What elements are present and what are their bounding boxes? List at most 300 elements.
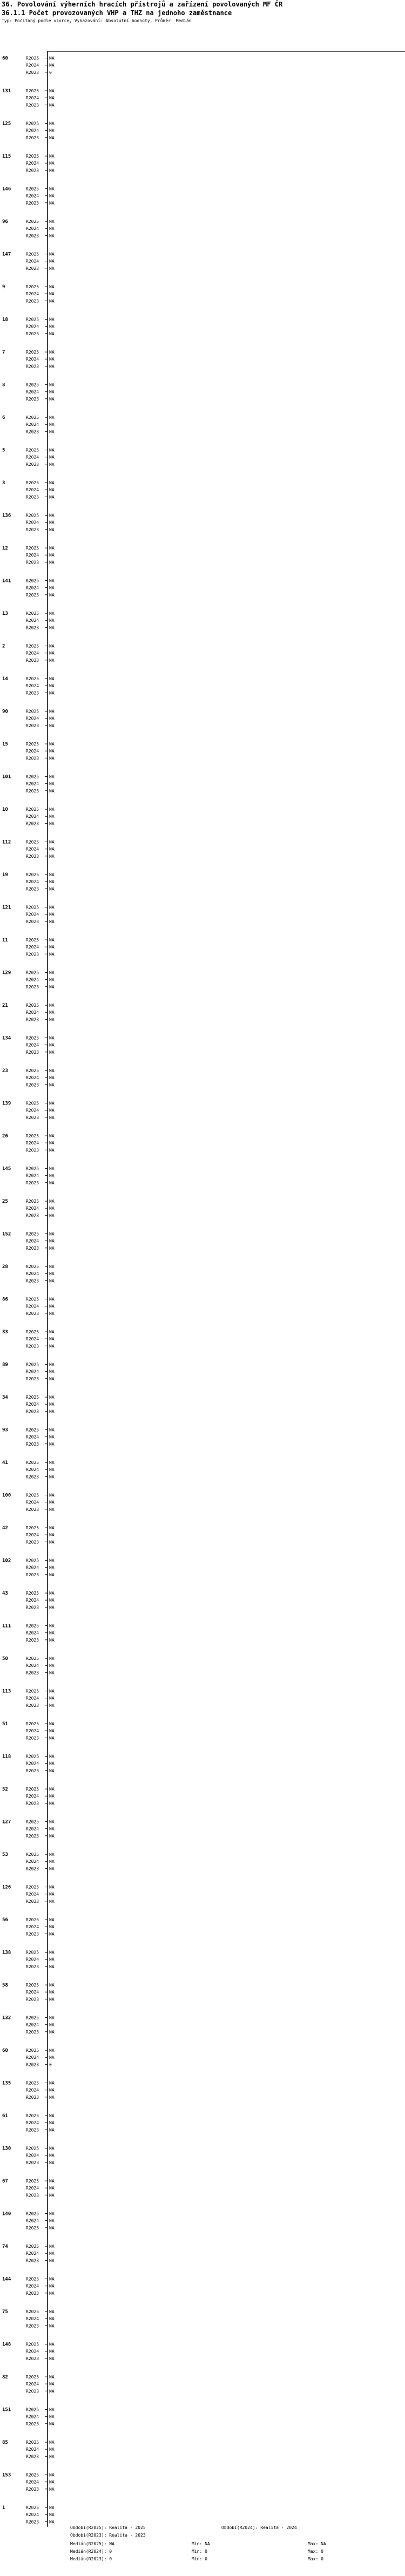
year-tick-label: R2025 <box>26 1819 39 1825</box>
year-tick-label: R2025 <box>26 1134 39 1139</box>
category-label: 19 <box>2 872 8 878</box>
data-label: NA <box>49 128 55 133</box>
year-tick-label: R2024 <box>26 2022 39 2028</box>
year-tick-label: R2023 <box>26 2062 39 2067</box>
year-tick-label: R2023 <box>26 2127 39 2133</box>
data-label: NA <box>49 1166 55 1171</box>
year-tick-label: R2024 <box>26 63 39 68</box>
year-tick-label: R2023 <box>26 2356 39 2361</box>
data-label: NA <box>49 2309 55 2315</box>
year-tick-label: R2025 <box>26 1721 39 1727</box>
category-group <box>2 2016 55 2035</box>
data-label: NA <box>49 1213 55 1218</box>
year-tick-label: R2024 <box>26 1010 39 1015</box>
data-label: NA <box>49 1623 55 1629</box>
year-tick-label: R2023 <box>26 2486 39 2492</box>
data-label: NA <box>49 2276 55 2282</box>
data-label: NA <box>49 1997 55 2002</box>
data-label: NA <box>49 1427 55 1433</box>
year-tick-label: R2025 <box>26 2309 39 2315</box>
data-label: NA <box>49 984 55 989</box>
year-tick-label: R2025 <box>26 807 39 812</box>
data-label: NA <box>49 2153 55 2158</box>
category-label: 82 <box>2 2375 8 2381</box>
data-label: NA <box>49 382 55 388</box>
data-label: NA <box>49 1754 55 1759</box>
category-group <box>2 317 55 336</box>
category-label: 7 <box>2 350 5 356</box>
category-label: 60 <box>2 2048 8 2054</box>
category-label: 3 <box>2 480 5 486</box>
year-tick-label: R2024 <box>26 422 39 428</box>
year-tick-label: R2023 <box>26 462 39 467</box>
category-group <box>2 709 55 728</box>
year-tick-label: R2023 <box>26 135 39 140</box>
data-label: NA <box>49 821 55 826</box>
year-tick-label: R2025 <box>26 970 39 975</box>
year-tick-label: R2023 <box>26 299 39 304</box>
category-group <box>2 1526 55 1544</box>
year-tick-label: R2023 <box>26 1311 39 1316</box>
data-label: NA <box>49 592 55 598</box>
year-tick-label: R2025 <box>26 1558 39 1563</box>
category-group <box>2 383 55 402</box>
year-tick-label: R2025 <box>26 709 39 714</box>
data-label: NA <box>49 2323 55 2329</box>
year-tick-label: R2024 <box>26 716 39 721</box>
data-label: NA <box>49 1206 55 1211</box>
year-tick-label: R2024 <box>26 1402 39 1407</box>
data-label: NA <box>49 357 55 362</box>
year-tick-label: R2024 <box>26 1238 39 1244</box>
data-label: NA <box>49 2244 55 2249</box>
category-label: 147 <box>2 252 11 257</box>
year-tick-label: R2025 <box>26 1526 39 1531</box>
year-tick-label: R2023 <box>26 494 39 500</box>
year-tick-label: R2023 <box>26 1605 39 1610</box>
category-label: 18 <box>2 317 8 323</box>
legend-period-r2025: Období(R2025): Realita - 2025 <box>70 2525 146 2530</box>
data-label: NA <box>49 324 55 329</box>
year-tick-label: R2024 <box>26 1957 39 1962</box>
year-tick-label: R2024 <box>26 1173 39 1178</box>
category-label: 131 <box>2 89 11 94</box>
year-tick-label: R2024 <box>26 2186 39 2191</box>
year-tick-label: R2025 <box>26 186 39 192</box>
category-label: 132 <box>2 2015 11 2021</box>
stat-max-r2024: Max: 0 <box>308 2549 323 2554</box>
year-tick-label: R2023 <box>26 625 39 631</box>
data-label: NA <box>49 1003 55 1008</box>
data-label: NA <box>49 1787 55 1792</box>
year-tick-label: R2023 <box>26 364 39 369</box>
year-tick-label: R2024 <box>26 1696 39 1701</box>
category-label: 28 <box>2 1264 8 1270</box>
year-tick-label: R2023 <box>26 723 39 728</box>
data-label: NA <box>49 839 55 845</box>
data-label: NA <box>49 2486 55 2492</box>
year-tick-label: R2023 <box>26 788 39 794</box>
data-label: NA <box>49 1736 55 1741</box>
year-tick-label: R2024 <box>26 2153 39 2158</box>
year-tick-label: R2024 <box>26 1990 39 1995</box>
data-label: NA <box>49 2080 55 2086</box>
category-label: 89 <box>2 1362 8 1368</box>
category-label: 34 <box>2 1395 8 1401</box>
data-label: NA <box>49 1533 55 1538</box>
category-group <box>2 1264 55 1283</box>
data-label: NA <box>49 650 55 656</box>
data-label: NA <box>49 742 55 747</box>
data-label: NA <box>49 1148 55 1153</box>
data-label: NA <box>49 63 55 68</box>
data-label: NA <box>49 1042 55 1048</box>
category-group <box>2 1134 55 1153</box>
category-label: 60 <box>2 56 8 62</box>
category-group <box>2 2408 55 2426</box>
year-tick-label: R2024 <box>26 2283 39 2289</box>
category-group <box>2 2505 55 2524</box>
category-group <box>2 480 55 499</box>
category-label: 9 <box>2 284 5 290</box>
year-tick-label: R2025 <box>26 1623 39 1629</box>
category-group <box>2 2342 55 2361</box>
data-label: NA <box>49 1068 55 1074</box>
data-label: NA <box>49 1721 55 1727</box>
data-label: NA <box>49 1819 55 1825</box>
data-label: NA <box>49 1950 55 1955</box>
data-label: NA <box>49 879 55 885</box>
data-label: NA <box>49 2015 55 2021</box>
data-label: NA <box>49 1231 55 1237</box>
category-group <box>2 2473 55 2492</box>
data-label: NA <box>49 364 55 369</box>
data-label: NA <box>49 219 55 225</box>
stat-median-r2025: Medián(R2025): NA <box>70 2541 114 2546</box>
data-label: NA <box>49 690 55 696</box>
data-label: NA <box>49 259 55 264</box>
year-tick-label: R2025 <box>26 1591 39 1596</box>
year-tick-label: R2025 <box>26 2472 39 2478</box>
category-label: 146 <box>2 186 11 192</box>
data-label: NA <box>49 1990 55 1995</box>
data-label: NA <box>49 252 55 257</box>
category-group <box>2 1820 55 1839</box>
year-tick-label: R2024 <box>26 1826 39 1832</box>
year-tick-label: R2023 <box>26 1017 39 1022</box>
category-group <box>2 1003 55 1022</box>
year-tick-label: R2023 <box>26 984 39 989</box>
category-label: 26 <box>2 1134 8 1140</box>
year-tick-label: R2023 <box>26 886 39 892</box>
chart-meta: Typ: Počítaný podle vzorce, Vykazování: Absolutní hodnoty, Průměr: Medián <box>2 18 192 23</box>
data-label: NA <box>49 1049 55 1055</box>
year-tick-label: R2024 <box>26 2120 39 2126</box>
category-group <box>2 1624 55 1643</box>
category-label: 8 <box>2 382 5 388</box>
year-tick-label: R2023 <box>26 1376 39 1381</box>
year-tick-label: R2025 <box>26 448 39 453</box>
category-label: 125 <box>2 121 11 127</box>
data-label: NA <box>49 520 55 525</box>
legend-period-r2023: Období(R2023): Realita - 2023 <box>70 2533 146 2538</box>
data-label: NA <box>49 2160 55 2165</box>
data-label: NA <box>49 1768 55 1773</box>
year-tick-label: R2024 <box>26 487 39 493</box>
year-tick-label: R2024 <box>26 1728 39 1734</box>
year-tick-label: R2024 <box>26 650 39 656</box>
year-tick-label: R2025 <box>26 1460 39 1466</box>
category-label: 121 <box>2 905 11 911</box>
data-label: NA <box>49 1467 55 1473</box>
data-label: NA <box>49 1460 55 1466</box>
category-label: 126 <box>2 1884 11 1890</box>
data-label: NA <box>49 1964 55 1969</box>
data-label: NA <box>49 1605 55 1610</box>
data-label: NA <box>49 1801 55 1806</box>
category-group <box>2 742 55 761</box>
category-label: 134 <box>2 1035 11 1041</box>
data-label: NA <box>49 2258 55 2263</box>
year-tick-label: R2023 <box>26 266 39 271</box>
category-group <box>2 1395 55 1414</box>
year-tick-label: R2024 <box>26 879 39 885</box>
category-label: 74 <box>2 2244 8 2250</box>
data-label: NA <box>49 2055 55 2060</box>
data-label: NA <box>49 331 55 336</box>
category-group <box>2 56 55 75</box>
category-label: 118 <box>2 1754 11 1760</box>
category-label: 100 <box>2 1493 11 1499</box>
category-label: 141 <box>2 578 11 584</box>
stat-min-r2023: Min: 0 <box>192 2557 207 2561</box>
year-tick-label: R2023 <box>26 690 39 696</box>
category-group <box>2 1983 55 2002</box>
year-tick-label: R2024 <box>26 749 39 754</box>
category-label: 153 <box>2 2472 11 2478</box>
data-label: NA <box>49 643 55 649</box>
year-tick-label: R2025 <box>26 2146 39 2151</box>
year-tick-label: R2023 <box>26 70 39 75</box>
category-group <box>2 1656 55 1675</box>
data-label: NA <box>49 2519 55 2525</box>
year-tick-label: R2024 <box>26 226 39 232</box>
category-label: 10 <box>2 807 8 813</box>
year-tick-label: R2024 <box>26 2251 39 2256</box>
data-label: NA <box>49 2479 55 2485</box>
data-label: NA <box>49 1899 55 1904</box>
category-group <box>2 2244 55 2263</box>
data-label: NA <box>49 1572 55 1577</box>
year-tick-label: R2025 <box>26 284 39 290</box>
year-tick-label: R2024 <box>26 1434 39 1440</box>
category-label: 90 <box>2 709 8 715</box>
category-group <box>2 2375 55 2394</box>
data-label: NA <box>49 756 55 761</box>
category-label: 139 <box>2 1101 11 1107</box>
category-group <box>2 1330 55 1348</box>
data-label: NA <box>49 2113 55 2119</box>
year-tick-label: R2025 <box>26 1787 39 1792</box>
stat-max-r2025: Max: NA <box>308 2541 326 2546</box>
year-tick-label: R2024 <box>26 1565 39 1570</box>
data-label: NA <box>49 527 55 532</box>
data-label: NA <box>49 618 55 623</box>
data-label: NA <box>49 2440 55 2445</box>
data-label: NA <box>49 1330 55 1335</box>
year-tick-label: R2025 <box>26 2179 39 2184</box>
data-label: 0 <box>49 2062 52 2067</box>
data-label: NA <box>49 2283 55 2289</box>
data-label: NA <box>49 1637 55 1643</box>
year-tick-label: R2023 <box>26 1670 39 1676</box>
data-label: NA <box>49 226 55 232</box>
year-tick-label: R2025 <box>26 774 39 779</box>
data-label: NA <box>49 560 55 565</box>
category-group <box>2 807 55 826</box>
year-tick-label: R2023 <box>26 2029 39 2035</box>
year-tick-label: R2025 <box>26 872 39 878</box>
data-label: NA <box>49 1558 55 1563</box>
category-group <box>2 1558 55 1577</box>
year-tick-label: R2023 <box>26 2323 39 2329</box>
data-label: NA <box>49 266 55 271</box>
legend-period-r2024: Období(R2024): Realita - 2024 <box>221 2525 297 2530</box>
data-label: NA <box>49 1238 55 1244</box>
data-label: NA <box>49 1115 55 1120</box>
data-label: NA <box>49 625 55 631</box>
data-label: NA <box>49 1598 55 1603</box>
data-label: NA <box>49 683 55 689</box>
year-tick-label: R2024 <box>26 292 39 297</box>
year-tick-label: R2025 <box>26 2015 39 2021</box>
data-label: NA <box>49 513 55 518</box>
data-label: NA <box>49 1409 55 1414</box>
data-label: NA <box>49 1173 55 1178</box>
data-label: NA <box>49 1441 55 1447</box>
year-tick-label: R2024 <box>26 1500 39 1505</box>
data-label: NA <box>49 292 55 297</box>
category-label: 86 <box>2 1297 8 1303</box>
category-group <box>2 89 55 107</box>
year-tick-label: R2024 <box>26 1859 39 1865</box>
year-tick-label: R2024 <box>26 1108 39 1113</box>
data-label: NA <box>49 905 55 910</box>
year-tick-label: R2025 <box>26 1493 39 1498</box>
year-tick-label: R2025 <box>26 350 39 355</box>
data-label: NA <box>49 2421 55 2426</box>
year-tick-label: R2025 <box>26 219 39 225</box>
data-label: NA <box>49 977 55 982</box>
data-label: NA <box>49 1565 55 1570</box>
category-group <box>2 1950 55 1969</box>
year-tick-label: R2023 <box>26 1115 39 1120</box>
category-group <box>2 2048 55 2067</box>
year-tick-label: R2024 <box>26 357 39 362</box>
category-group <box>2 1167 55 1185</box>
year-tick-label: R2023 <box>26 1441 39 1447</box>
year-tick-label: R2025 <box>26 1884 39 1890</box>
category-label: 112 <box>2 839 11 845</box>
category-label: 151 <box>2 2407 11 2413</box>
data-label: NA <box>49 938 55 943</box>
year-tick-label: R2023 <box>26 1180 39 1185</box>
data-label: NA <box>49 781 55 787</box>
year-tick-label: R2024 <box>26 1206 39 1211</box>
category-group <box>2 2179 55 2198</box>
stat-median-r2024: Medián(R2024): 0 <box>70 2549 112 2554</box>
data-label: NA <box>49 709 55 714</box>
year-tick-label: R2023 <box>26 1866 39 1872</box>
category-label: 1 <box>2 2505 5 2511</box>
year-tick-label: R2025 <box>26 513 39 518</box>
category-group <box>2 1689 55 1708</box>
category-label: 23 <box>2 1068 8 1074</box>
category-label: 42 <box>2 1526 8 1531</box>
category-label: 43 <box>2 1591 8 1597</box>
stat-min-r2025: Min: NA <box>192 2541 210 2546</box>
year-tick-label: R2023 <box>26 821 39 826</box>
data-label: NA <box>49 480 55 486</box>
year-tick-label: R2024 <box>26 2512 39 2518</box>
year-tick-label: R2024 <box>26 912 39 917</box>
data-label: NA <box>49 912 55 917</box>
year-tick-label: R2025 <box>26 2080 39 2086</box>
data-label: NA <box>49 1826 55 1832</box>
data-label: NA <box>49 553 55 558</box>
data-label: NA <box>49 1402 55 1407</box>
data-label: NA <box>49 1199 55 1204</box>
data-label: NA <box>49 1957 55 1962</box>
category-label: 111 <box>2 1623 11 1629</box>
category-group <box>2 1362 55 1381</box>
category-label: 135 <box>2 2080 11 2086</box>
category-label: 67 <box>2 2179 8 2185</box>
year-tick-label: R2025 <box>26 154 39 159</box>
data-label: NA <box>49 1278 55 1284</box>
category-label: 75 <box>2 2309 8 2315</box>
year-tick-label: R2023 <box>26 592 39 598</box>
category-group <box>2 644 55 663</box>
stat-max-r2023: Max: 0 <box>308 2557 323 2561</box>
year-tick-label: R2023 <box>26 1801 39 1806</box>
year-tick-label: R2024 <box>26 2218 39 2224</box>
data-label: NA <box>49 853 55 859</box>
year-tick-label: R2024 <box>26 2479 39 2485</box>
chart-title: 36. Povolování výherních hracích přístrojů a zařízení povolovaných MF ČR <box>2 1 283 8</box>
year-tick-label: R2023 <box>26 1082 39 1088</box>
year-tick-label: R2023 <box>26 1409 39 1414</box>
data-label: NA <box>49 2225 55 2231</box>
data-label: NA <box>49 1663 55 1669</box>
category-label: 12 <box>2 546 8 552</box>
category-group <box>2 350 55 369</box>
year-tick-label: R2024 <box>26 1924 39 1930</box>
year-tick-label: R2025 <box>26 1689 39 1694</box>
category-group <box>2 415 55 434</box>
year-tick-label: R2023 <box>26 2193 39 2198</box>
data-label: NA <box>49 1395 55 1400</box>
year-tick-label: R2025 <box>26 1199 39 1204</box>
category-label: 102 <box>2 1558 11 1564</box>
category-group <box>2 775 55 794</box>
year-tick-label: R2023 <box>26 1049 39 1055</box>
year-tick-label: R2025 <box>26 1264 39 1270</box>
year-tick-label: R2023 <box>26 2225 39 2231</box>
data-label: NA <box>49 1689 55 1694</box>
year-tick-label: R2025 <box>26 1983 39 1988</box>
category-group <box>2 2309 55 2328</box>
